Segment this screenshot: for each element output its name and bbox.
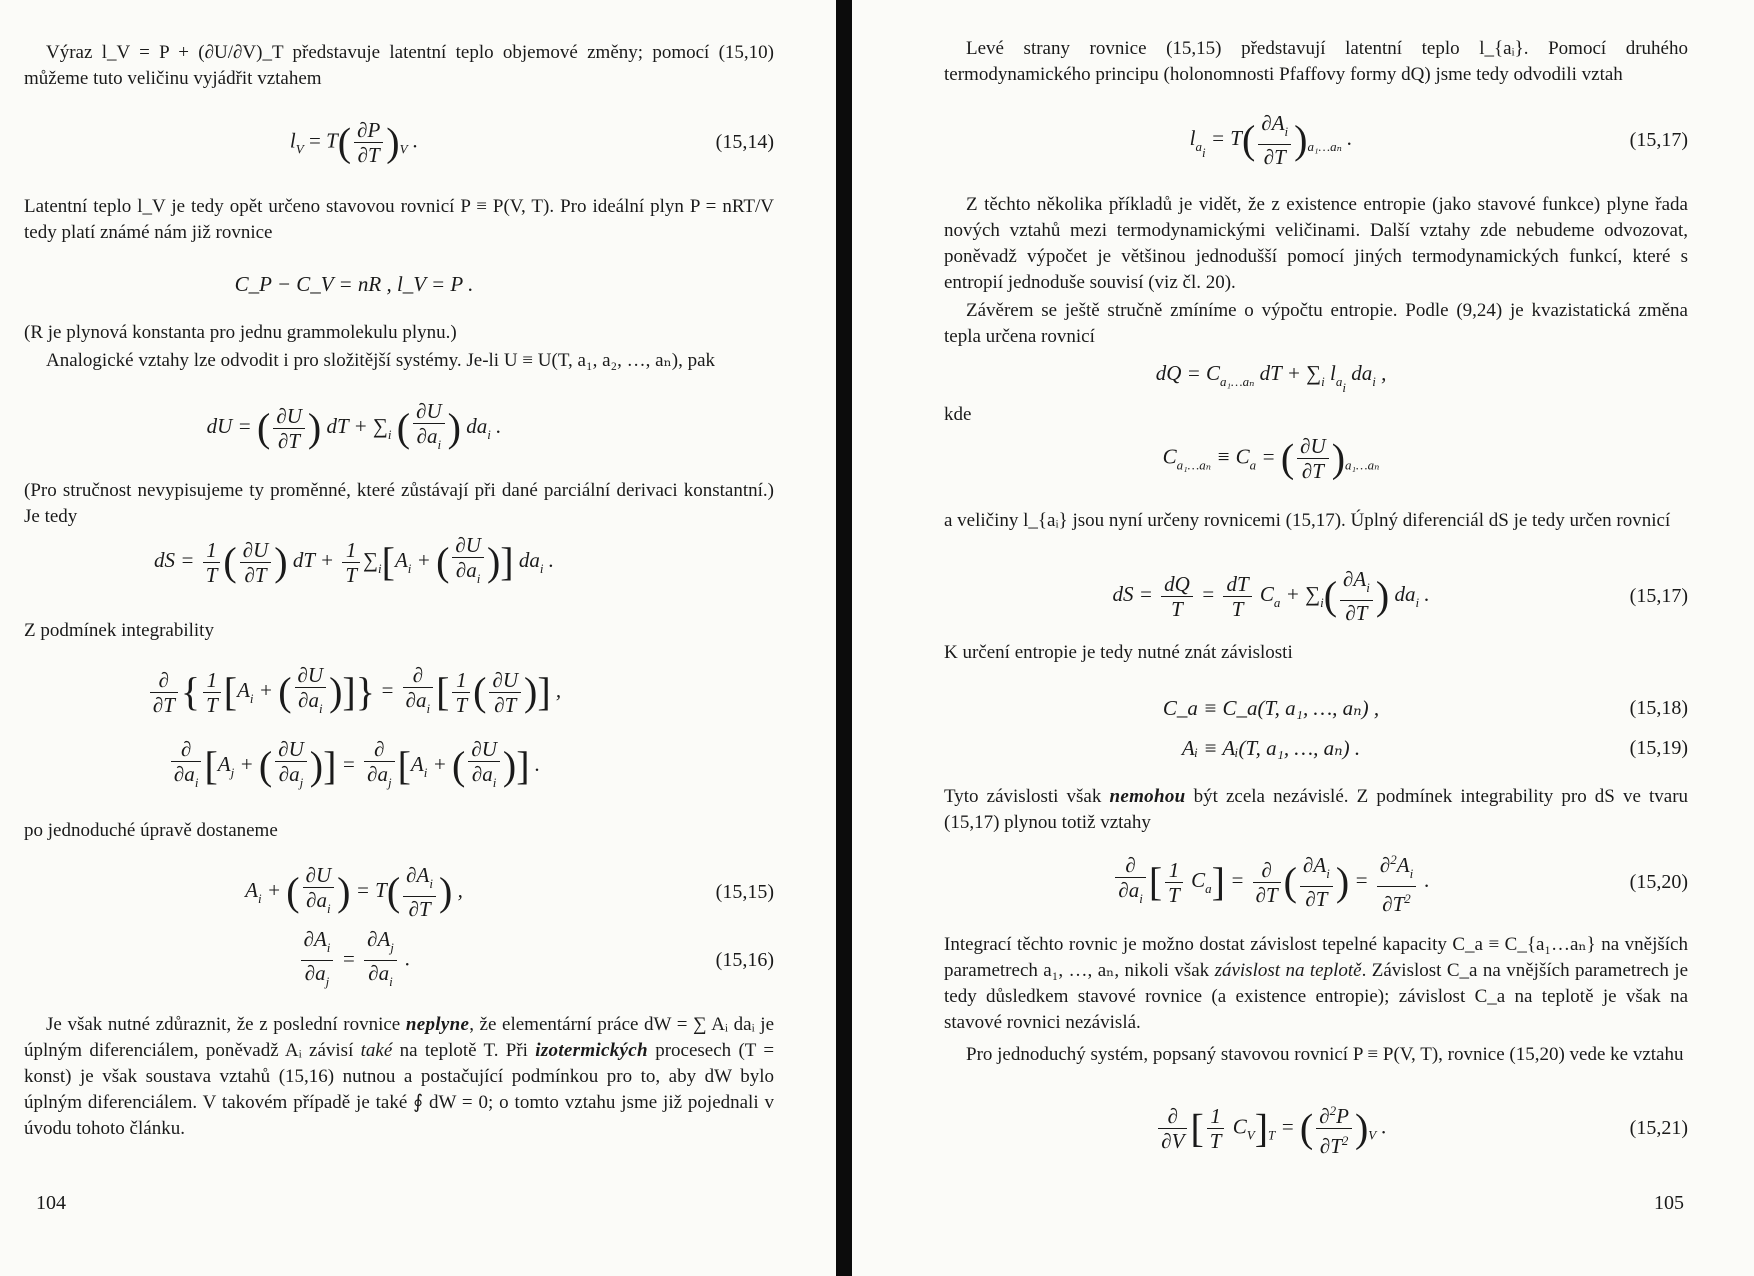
emphasis: také [360,1040,393,1061]
equation-15-21: $\frac{\partial}{\partial V}$ [ $\frac{1}{T}$ $C_V]_T$ = ( $\frac{\partial^2P}{\partial T^2}$ )$_V$ . (15,21) [944,1098,1688,1158]
right-paragraph-5: a veličiny l_{aᵢ} jsou nyní určeny rovnicemi (15,17). Úplný diferenciál dS je tedy určen rovnicí [944,510,1671,531]
emphasis: závislost na teplotě [1214,960,1362,981]
emphasis: neplyne [405,1014,470,1035]
equation-text: C_P − C_V = nR , l_V = P . [234,272,474,296]
equation-15-20: $\frac{\partial}{\partial a_i}$ [ $\frac{1}{T}$ $C_a$] = $\frac{\partial}{\partial T}$ ( $\frac{\partial A_i}{\partial T}$ ) = $\frac{\partial^2A_i}{\partial T^2}$ . (15,20) [944,852,1688,912]
equation-number: (15,16) [715,949,774,971]
equation-integrability-2: $\frac{\partial}{\partial a_i}$ [$A_j$ + ( $\frac{\partial U}{\partial a_j}$ )] = $\frac{\partial}{\partial a_j}$ [$A_i$ + ( $\frac{\partial U}{\partial a_i}$ )] . [24,736,774,796]
left-paragraph-2: Latentní teplo l_V je tedy opět určeno stavovou rovnicí P ≡ P(V, T). Pro ideální plyn P = nRT/V tedy platí známé nám již rovnice [24,196,774,243]
right-text-column [944,0,1688,1276]
right-paragraph-2: Z těchto několika příkladů je vidět, že z existence entropie (jako stavové funkce) plyne řada nových vztahů mezi termodynamickými veličinami. Další vztahy zde nebudeme odvozovat, poněvadž výpočet je většinou jednodušší pomocí jiných termodynamických funkcí, které s entropií jednoduše souvisí (viz čl. 20). [944,194,1688,293]
page-number-right: 105 [1654,1192,1684,1214]
right-paragraph-9: Pro jednoduchý systém, popsaný stavovou rovnicí P ≡ P(V, T), rovnice (15,20) vede ke vztahu [966,1044,1684,1065]
emphasis: izotermických [535,1040,648,1061]
equation-number: (15,17) [1629,129,1688,151]
right-paragraph-6: K určení entropie je tedy nutné znát závislosti [944,642,1293,663]
left-paragraph-4: Analogické vztahy lze odvodit i pro složitější systémy. Je-li U ≡ U(T, a₁, a₂, …, aₙ), pak [46,350,716,371]
left-paragraph-3: (R je plynová konstanta pro jednu grammolekulu plynu.) [24,322,457,343]
equation-number: (15,20) [1629,871,1688,893]
left-paragraph-5: (Pro stručnost nevypisujeme ty proměnné, které zůstávají při dané parciální derivaci konstantní.) Je tedy [24,480,774,527]
right-paragraph-7: Tyto závislosti však nemohou být zcela nezávislé. Z podmínek integrability pro dS ve tvaru (15,17) plynou totiž vztahy [944,786,1689,833]
equation-15-17a: $l_{ai} = T$( $\frac{\partial A_i}{\partial T}$ )$_{a_1\dots a_n}$ . (15,17) [1189,111,1688,169]
right-paragraph-8: Integrací těchto rovnic je možno dostat závislost tepelné kapacity C_a ≡ C_{a₁…aₙ} na vnějších parametrech a₁, …, aₙ, nikoli však závislost na teplotě. Závislost C_a na vnějších parametrech je tedy důsledkem stavové rovnice (a existence entropie); závislost C_a na teplotě je však na stavové rovnici nezávislá. [944,934,1689,1033]
left-paragraph-7: po jednoduché úpravě dostaneme [24,820,278,841]
equation-15-15: $A_i$ + ( $\frac{\partial U}{\partial a_i}$ ) = T( $\frac{\partial A_i}{\partial T}$ ) , (15,15) [245,863,774,921]
equation-number: (15,18) [1629,697,1688,719]
right-paragraph-3: Závěrem se ještě stručně zmíníme o výpočtu entropie. Podle (9,24) je kvazistatická změna tepla určena rovnicí [944,300,1688,347]
equation-number: (15,21) [1629,1117,1688,1139]
equation-number: (15,19) [1629,737,1688,759]
left-text-column [24,0,774,1276]
equation-text: C_a ≡ C_a(T, a₁, …, aₙ) , [1162,696,1380,720]
equation-Ca: $C_{a_1\dots a_n} \equiv C_a$ = ( $\frac{\partial U}{\partial T}$ )$_{a_1\dots a_n}$ [1162,433,1380,483]
equation-ideal-gas [24,254,774,314]
equation-15-14: $l_V = T$( $\frac{\partial P}{\partial T}$ )$_V$ . (15,14) [289,117,774,167]
equation-number: (15,17) [1629,585,1688,607]
equation-number: (15,14) [715,131,774,153]
equation-text: Aᵢ ≡ Aᵢ(T, a₁, …, aₙ) . [1181,736,1361,760]
left-paragraph-6: Z podmínek integrability [24,620,214,641]
left-paragraph-8: Je však nutné zdůraznit, že z poslední rovnice neplyne, že elementární práce dW = ∑ Aᵢ daᵢ je úplným diferenciálem, poněvadž Aᵢ závisí také na teplotě T. Při izotermických procesech (T = konst) je však soustava vztahů (15,16) nutnou a postačující podmínkou pro to, aby dW bylo úplným diferenciálem. V takovém případě je také ∮ dW = 0; o tomto vztahu jsme již pojednali v úvodu tohoto článku. [24,1014,775,1139]
right-page [852,0,1754,1276]
equation-number: (15,15) [715,881,774,903]
equation-dQ: dQ = $C_{a_1\dots a_n}$ dT + $\sum_i$ $l_{ai}$ $da_i$ , [1155,360,1387,395]
left-paragraph-1: Výraz l_V = P + (∂U/∂V)_T představuje latentní teplo objemové změny; pomocí (15,10) můžeme tuto veličinu vyjádřit vztahem [24,42,774,89]
equation-integrability-1: $\frac{\partial}{\partial T}$ { $\frac{1}{T}$ [$A_i$ + ( $\frac{\partial U}{\partial a_i}$ )]} = $\frac{\partial}{\partial a_i}$ [ $\frac{1}{T}$ ( $\frac{\partial U}{\partial T}$ )] , [24,662,774,722]
equation-dS: dS = $\frac{1}{T}$ ( $\frac{\partial U}{\partial T}$ ) dT + $\frac{1}{T}$ $\sum_i[A_i$ + ( $\frac{\partial U}{\partial a_i}$ )] $da_i$ . [154,533,554,587]
right-paragraph-4: kde [944,404,972,425]
left-page [0,0,836,1276]
equation-dU: dU = ( $\frac{\partial U}{\partial T}$ ) dT + $\sum_i$ ( $\frac{\partial U}{\partial a_i}$ ) $da_i$ . [206,399,502,453]
right-paragraph-1: Levé strany rovnice (15,15) představují latentní teplo l_{aᵢ}. Pomocí druhého termodynamického principu (holonomnosti Pfaffovy formy dQ) jsme tedy odvodili vztah [944,38,1688,85]
book-spine [836,0,852,1276]
page-number-left: 104 [36,1192,66,1214]
equation-15-19 [944,718,1688,778]
equation-15-17b: dS = $\frac{dQ}{T}$ = $\frac{dT}{T}$ $C_a + \sum_i$( $\frac{\partial A_i}{\partial T}$ ) $da_i$ . (15,17) [1112,567,1688,625]
emphasis: nemohou [1109,786,1186,807]
equation-15-16: $\frac{\partial A_i}{\partial a_j}$ = $\frac{\partial A_j}{\partial a_i}$ . (15,16) [24,930,774,990]
